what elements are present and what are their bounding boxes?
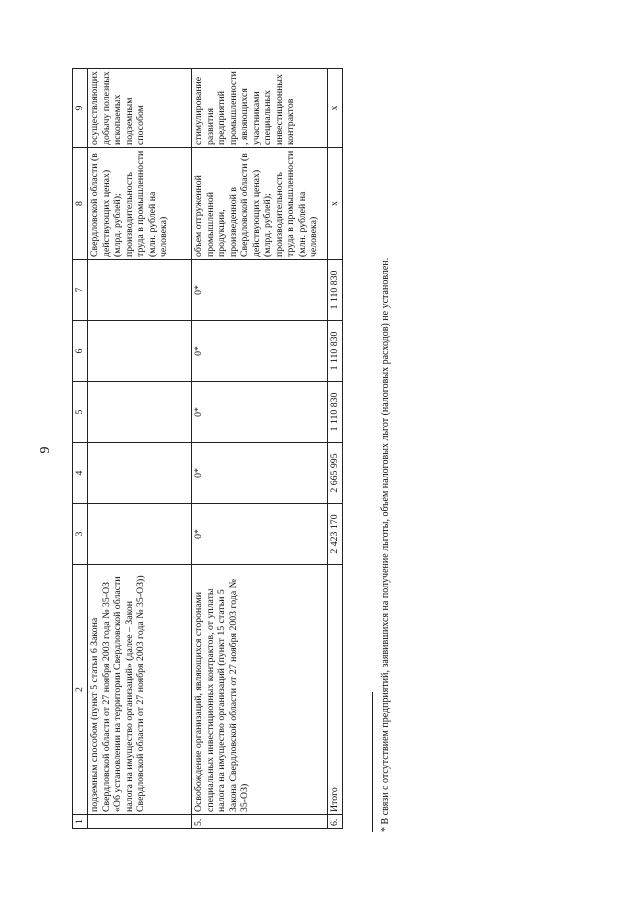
- total-value-cell: 2 423 170: [328, 504, 343, 565]
- value-cell: 0*: [192, 260, 328, 321]
- header-cell: 7: [73, 260, 88, 321]
- table-row: [88, 69, 192, 829]
- value-cell: 0*: [192, 382, 328, 443]
- header-cell: 1: [73, 815, 88, 829]
- value-cell: 0*: [192, 504, 328, 565]
- rotated-page-content: [72, 69, 343, 829]
- footnote-divider: [372, 692, 373, 832]
- total-value-cell: 1 110 830: [328, 321, 343, 382]
- header-cell: 9: [73, 69, 88, 148]
- value-cell: 0*: [192, 321, 328, 382]
- value-cell: 0*: [192, 443, 328, 504]
- tax-benefits-table: [72, 68, 343, 829]
- header-cell: 5: [73, 382, 88, 443]
- benefit-description-cell: Освобождение организаций, являющихся сторонами специальных инвестиционных контрактов, от уплаты налога на имущество организаций (пункт 15 статьи 5 Закона Свердловской области от 27 ноября 2003 года № 35-ОЗ): [192, 565, 328, 815]
- goal-cell: осуществляющих добычу полезных ископаемых подземным способом: [88, 69, 192, 148]
- header-cell: 8: [73, 148, 88, 260]
- indicator-cell: Свердловской области (в действующих ценах) (млрд. рублей); производительность труда в промышленности (млн. рублей на человека): [88, 148, 192, 260]
- indicator-cell: объем отгруженной промышленной продукции, произведенной в Свердловской области (в действующих ценах) (млрд. рублей); производительность труда в промышленности (млн. рублей на человека): [192, 148, 328, 260]
- value-cell: [88, 260, 192, 321]
- page-number: 9: [38, 446, 53, 454]
- header-cell: 2: [73, 565, 88, 815]
- value-cell: [88, 321, 192, 382]
- row-number-cell: 5.: [192, 815, 328, 829]
- goal-cell: стимулирование развития предприятий промышленности, являющихся участниками специальных инвестиционных контрактов: [192, 69, 328, 148]
- footnote: * В связи с отсутствием предприятий, заявившихся на получение льготы, объем налоговых льгот (налоговых расходов) не установлен.: [380, 257, 391, 832]
- total-value-cell: 1 110 830: [328, 382, 343, 443]
- header-cell: 3: [73, 504, 88, 565]
- table-row-total: [328, 69, 343, 829]
- table-row: [192, 69, 328, 829]
- total-value-cell: х: [328, 69, 343, 148]
- total-label-cell: Итого: [328, 565, 343, 815]
- value-cell: [88, 504, 192, 565]
- header-cell: 6: [73, 321, 88, 382]
- benefit-description-cell: подземным способом (пункт 5 статьи 6 Закона Свердловской области от 27 ноября 2003 года № 35-ОЗ «Об установлении на территории Свердловской области налога на имущество организаций» (далее – Закон Свердловской области от 27 ноября 2003 года № 35-ОЗ)): [88, 565, 192, 815]
- total-value-cell: 2 665 995: [328, 443, 343, 504]
- total-value-cell: х: [328, 148, 343, 260]
- value-cell: [88, 382, 192, 443]
- total-value-cell: 1 110 830: [328, 260, 343, 321]
- row-number-cell: 6.: [328, 815, 343, 829]
- table-header-row: [73, 69, 88, 829]
- row-number-cell: [88, 815, 192, 829]
- header-cell: 4: [73, 443, 88, 504]
- value-cell: [88, 443, 192, 504]
